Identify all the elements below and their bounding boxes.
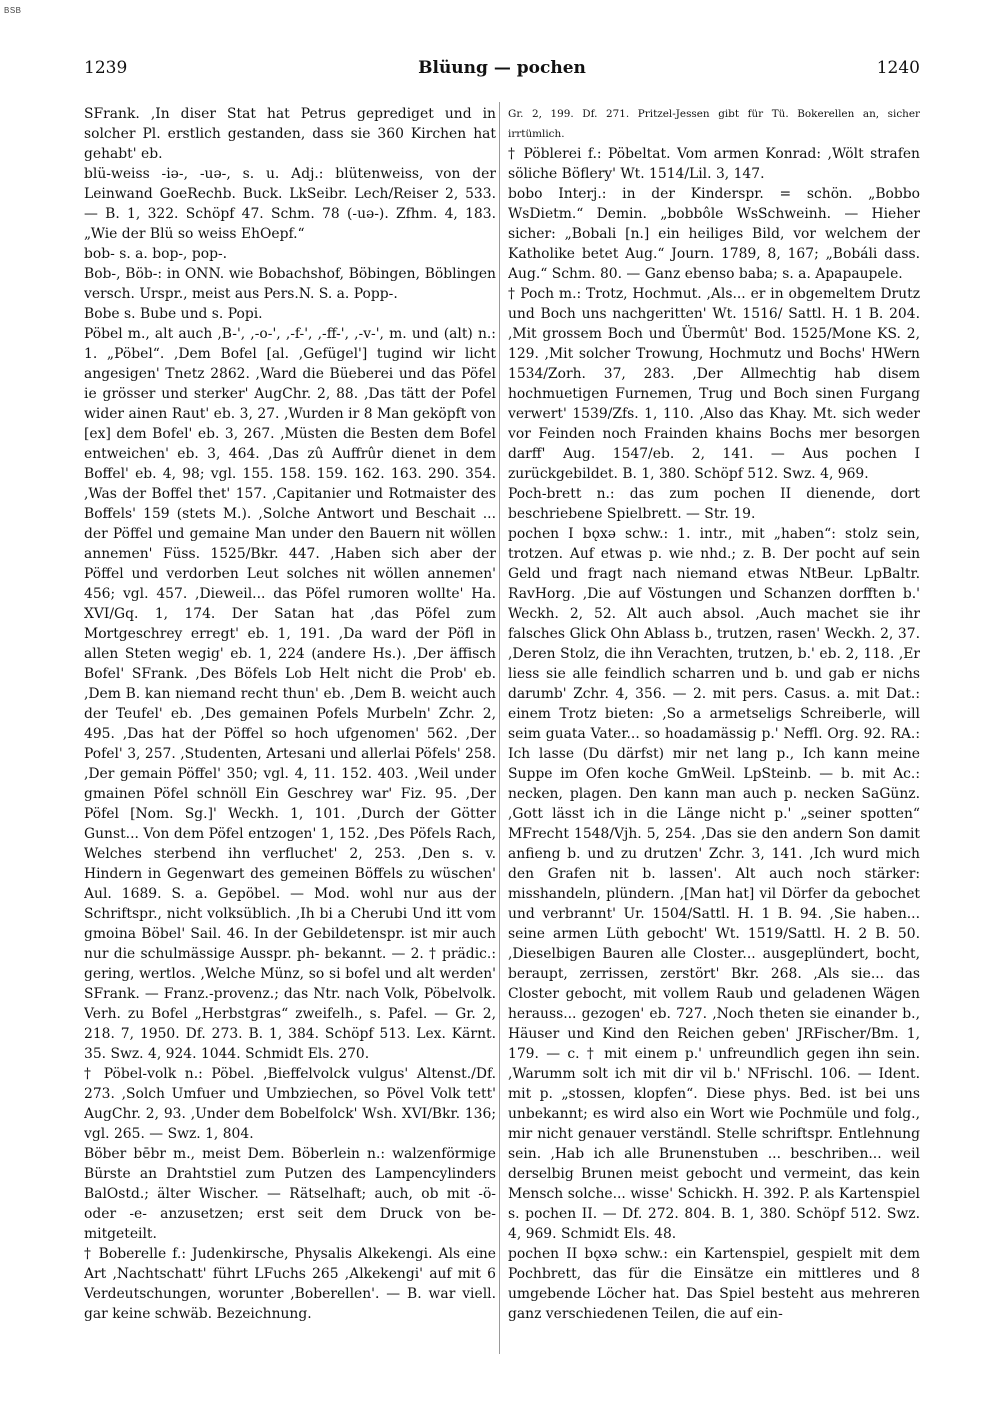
entry-bobe: Bobe s. Bube und s. Popi.	[84, 306, 263, 322]
entry-bob: Bob-, Böb-: in ONN. wie Bobachshof, Böbingen, Böblingen versch. Urspr., meist aus Pers.N. S. a. Popp-.	[84, 266, 496, 302]
entry-poch-brett: Poch-brett n.: das zum pochen II dienende, dort beschriebene Spielbrett. — Str. 19.	[508, 486, 920, 522]
entry-bluweiss: blü-weiss -iə-, -uə-, s. u. Adj.: blütenweiss, von der Leinwand GoeRechb. Buck. LkSeibr. Lech/Reiser 2, 533. — B. 1, 322. Schöpf 47. Schm. 78 (-uə-). Zfhm. 4, 183. „Wie der Blü so weiss EhOepf.“	[84, 166, 496, 242]
entry-bober: Böber bēbr m., meist Dem. Böberlein n.: walzenförmige Bürste an Drahtstiel zum Putzen des Lampencylinders BalOstd.; älter Wischer. — Rätselhaft; auch, ob mit -ö- oder -e- anzusetzen; erst seit dem Druck von be- mitgeteilt.	[84, 1146, 496, 1242]
entry-continuation: Gr. 2, 199. Df. 271. Pritzel-Jessen gibt für Tü. Bokerellen an, sicher irrtümlich.	[508, 108, 920, 140]
page-number-right: 1240	[876, 58, 920, 78]
entry-poch: † Poch m.: Trotz, Hochmut. ,Als... er in obgemeltem Drutz und Boch uns nachgeritten' Wt. 1516/ Sattl. H. 1 B. 204. ,Mit grossem Boch und Übermût' Bod. 1525/Mone KS. 2, 129. ,Mit solcher Trowung, Hochmutz und Bochs' HWern 1534/Zorh. 37, 283. ,Der Allmechtig hab disem hochmuetigen Furnemen, Trug und Boch sinen Furgang verwert' 1539/Zfs. 1, 110. ,Also das Khay. Mt. sich weder vor Feinden noch Frainden khains Bochs mer besorgen darff' Aug. 1547/eb. 2, 141. — Aus pochen I zurückgebildet. B. 1, 380. Schöpf 512. Swz. 4, 969.	[508, 286, 920, 482]
page-number-left: 1239	[84, 58, 128, 78]
running-title: Blüung — pochen	[418, 58, 586, 78]
entry-pobel-volk: † Pöbel-volk n.: Pöbel. ,Bieffelvolck vulgus' Altenst./Df. 273. ,Solch Umfuer und Umbziechen, so Pövel Volk tett' AugChr. 2, 93. ,Under dem Bobelfolck' Wsh. XVI/Bkr. 136; vgl. 265. — Swz. 1, 804.	[84, 1066, 496, 1142]
entry-bobo: bobo Interj.: in der Kinderspr. = schön. „Bobbo WsDietm.“ Demin. „bobbôle WsSchweinh. — Hieher sicher: „Bobali [n.] ein heiliges Bild, vor welchem der Katholike betet Aug.“ Journ. 1789, 8, 167; „Bobáli dass. Aug.“ Schm. 80. — Ganz ebenso baba; s. a. Apapaupele.	[508, 186, 920, 282]
column-divider	[499, 102, 500, 1354]
entry-paragraph: SFrank. ,In diser Stat hat Petrus geprediget und in solcher Pl. erstlich gestanden, dass sie 360 Kirchen hat gehabt' eb.	[84, 106, 496, 162]
entry-poblerei: † Pöblerei f.: Pöbeltat. Vom armen Konrad: ,Wölt strafen söliche Böflery' Wt. 1514/Lil. 3, 147.	[508, 146, 920, 182]
page-header	[84, 58, 920, 82]
entry-pochen-2: pochen II bǫxə schw.: ein Kartenspiel, gespielt mit dem Pochbrett, das für die Einsätze ein mittleres und 8 umgebende Löcher hat. Das Spiel besteht aus mehreren ganz verschiedenen Teilen, die auf ein-	[508, 1246, 920, 1322]
right-column	[508, 104, 920, 1354]
entry-pobel: Pöbel m., alt auch ,B-', ,-o-', ,-f-', ,-ff-', ,-v-', m. und (alt) n.: 1. „Pöbel“. ,Dem Bofel [al. ,Gefügel'] tugind wir licht angesigen' Tnetz 2862. ,Ward die Büeberei und das Pöfel ie grösser und sterker' AugChr. 2, 88. ,Das tätt der Pofel wider ainen Raut' eb. 3, 27. ,Wurden ir 8 Man geköpft von [ex] dem Bofel' eb. 3, 267. ,Müsten die Besten dem Bofel entweichen' eb. 3, 464. ,Das zû Auffrûr dienet in dem Boffel' eb. 4, 98; vgl. 155. 158. 159. 162. 163. 290. 354. ,Was der Boffel thet' 157. ,Capitanier und Rotmaister des Boffels' 159 (stets M.). ,Solche Antwort und Beschait ... der Pöffel und gemaine Man under den Bauern nit wöllen annemen' Füss. 1525/Bkr. 447. ,Haben sich aber der Pöffel und verdorben Leut solches nit wöllen annemen' 456; vgl. 457. ,Dieweil... das Pöfel rumoren wollte' Ha. XVI/Gq. 1, 174. Der Satan hat ,das Pöfel zum Mortgeschrey erregt' eb. 1, 191. ,Da ward der Pöfl in allen Steten wegig' eb. 1, 224 (andere Hs.). ,Der äffisch Bofel' SFrank. ,Des Böfels Lob Helt nicht die Prob' eb. ,Dem B. kan niemand recht thun' eb. ,Dem B. weicht auch der Teufel' eb. ,Des gemainen Pofels Murbeln' Zchr. 2, 495. ,Das hat der Pöffel so hoch ufgenomen' 562. ,Der Pofel' 3, 257. ,Studenten, Artesani und allerlai Pöfels' 258. ,Der gemain Pöffel' 350; vgl. 4, 11. 152. 403. ,Weil under gmainen Pöfel schnöll Ein Geschrey war' Fiz. 95. ,Der Pöfel [Nom. Sg.]' Weckh. 1, 101. ,Durch der Götter Gunst... Von dem Pöfel entzogen' 1, 152. ,Des Pöfels Rach, Welches sterbend ihn verfluchet' 2, 253. ,Den s. v. Hindern in Gegenwart des gemeinen Böffels zu wüschen' Aul. 1689. S. a. Gepöbel. — Mod. wohl nur aus der Schriftspr., nicht volksüblich. ,Ih bi a Cherubi Und itt vom gmoina Böbel' Sail. 46. In der Gebildetenspr. ist mir auch nur die schulmässige Ausspr. ph- bekannt. — 2. † prädic.: gering, wertlos. ,Welche Münz, so si bofel und alt werden' SFrank. — Franz.-provenz.; das Ntr. nach Volk, Pöbelvolk. Verh. zu Bofel „Herbstgras“ zweifelh., s. Pafel. — Gr. 2, 218. 7, 1950. Df. 273. B. 1, 384. Schöpf 513. Lex. Kärnt. 35. Swz. 4, 924. 1044. Schmidt Els. 270.	[84, 326, 496, 1062]
entry-boberelle: † Boberelle f.: Judenkirsche, Physalis Alkekengi. Als eine Art ,Nachtschatt' führt LFuchs 265 ,Alkekengi' auf mit 6 Verdeutschungen, worunter ,Boberellen'. — B. war viell. gar keine schwäb. Bezeichnung.	[84, 1246, 496, 1322]
corner-mark: BSB	[4, 6, 22, 15]
left-column	[84, 104, 496, 1354]
entry-bob-ref: bob- s. a. bop-, pop-.	[84, 246, 228, 262]
entry-pochen-1: pochen I bǫxə schw.: 1. intr., mit „haben“: stolz sein, trotzen. Auf etwas p. wie nhd.; z. B. Der pocht auf sein Geld und fragt nach niemand etwas NtBeur. LpBaltr. RavHorg. ,Die auf Vöstungen und Schanzen dorfften b.' Weckh. 2, 52. Alt auch absol. ,Auch machet sie ihr falsches Glick Ohn Ablass b., trutzen, rasen' Weckh. 2, 37. ,Deren Stolz, die ihn Verachten, trutzen, b.' eb. 2, 118. ,Er liess sie alle feindlich scharren und b. und gab er nichs darumb' Zchr. 4, 356. — 2. mit pers. Casus. a. mit Dat.: einem Trotz bieten: ,So a armetseligs Schreiberle, will seim guata Vater... so hoadamässig p.' Neffl. Org. 92. RA.: Ich lasse (Du därfst) mir net lang p., Ich kann meine Suppe im Ofen koche GmWeil. LpSteinb. — b. mit Ac.: necken, plagen. Den kann man auch p. necken SaGünz. ,Gott lässt ich in die Länge nicht p.' „seiner spotten“ MFrecht 1548/Vjh. 5, 254. ,Das sie den andern Son damit anfieng b. und zu drutzen' Zchr. 3, 141. ,Ich wurd mich den Grafen nit b. lassen'. Alt auch noch stärker: misshandeln, plündern. ,[Man hat] vil Dörfer da gebochet und verbrannt' Ur. 1504/Sattl. H. 1 B. 94. ,Sie haben... seine armen Lüth gebocht' Wt. 1519/Sattl. H. 2 B. 50. ,Dieselbigen Bauren alle Closter... ausgeplündert, bocht, beraupt, zerrissen, zerstört' Bkr. 268. ,Als sie... das Closter gebocht, mit vollem Raub und geladenen Wägen herauss... gezogen' eb. 727. ,Noch theten sie einander b., Häuser und Kind den Reichen geben' JRFischer/Bm. 1, 179. — c. † mit einem p.' unfreundlich gegen ihn sein. ,Warumm solt ich mit dir vil b.' NFrischl. 106. — Ident. mit p. „stossen, klopfen“. Diese phys. Bed. ist bei uns unbekannt; es wird also ein Wort wie Pochmüle und folg., mir nicht genauer verständl. Stelle schriftspr. Entlehnung sein. ,Hab ich alle Brunenstuben ... beschriben... weil derselbig Brunen meist gebocht und vermeint, das kein Mensch solche... wisse' Schickh. H. 392. P. als Kartenspiel s. pochen II. — Df. 272. 804. B. 1, 380. Schöpf 512. Swz. 4, 969. Schmidt Els. 48.	[508, 526, 920, 1242]
